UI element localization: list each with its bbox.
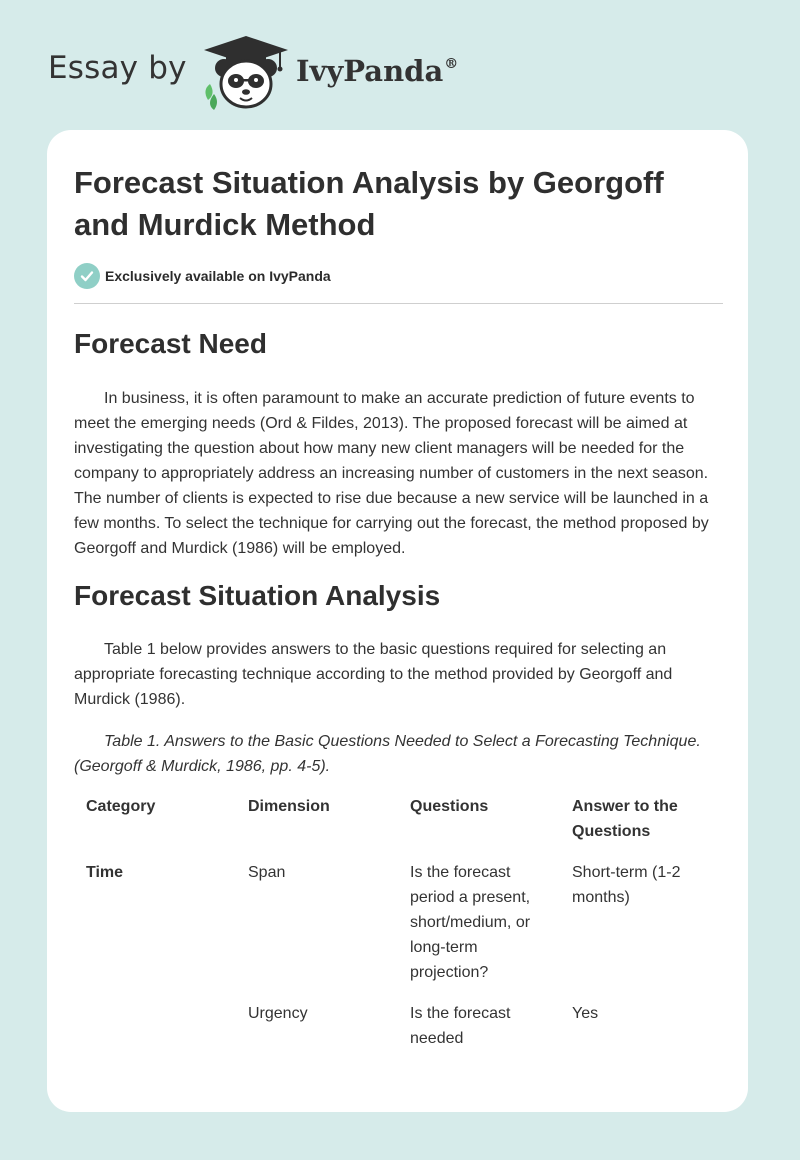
section-paragraph-situation-analysis: Table 1 below provides answers to the basic questions required for selecting an appropriate forecasting technique according to the method provided by Georgoff and Murdick (1986).: [74, 641, 673, 708]
table-cell-category: Time: [86, 864, 124, 881]
brand-prefix: Essay by: [48, 50, 187, 86]
table-header-cell: Dimension: [248, 798, 330, 815]
table-header-cell: Category: [86, 798, 156, 815]
check-icon: [74, 263, 100, 289]
table-cell-question: Is the forecast period a present, short/medium, or long-term projection?: [410, 864, 531, 981]
answers-table: [74, 794, 723, 1067]
section-paragraph-forecast-need: In business, it is often paramount to make an accurate prediction of future events to meet the emerging needs (Ord & Fildes, 2013). The proposed forecast will be aimed at investigating the question about how many new client managers will be needed for the company to appropriately address an increasing number of customers in the next season. The number of clients is expected to rise due because a new service will be launched in a few months. To select the technique for carrying out the forecast, the method proposed by Georgoff and Murdick (1986) will be employed.: [74, 390, 709, 557]
divider: [74, 303, 723, 304]
table-header-cell: Questions: [410, 798, 489, 815]
exclusive-badge: [74, 262, 331, 290]
table-cell-dimension: Urgency: [248, 1005, 308, 1022]
article-card: [47, 130, 748, 1112]
table-header-row: [74, 794, 723, 860]
panda-logo-icon[interactable]: [200, 34, 292, 110]
table-header-cell: Answer to the Questions: [572, 798, 678, 840]
brand-header: [48, 34, 468, 114]
section-heading-forecast-need: Forecast Need: [74, 328, 267, 359]
table-cell-dimension: Span: [248, 864, 286, 881]
table-cell-answer: Short-term (1-2 months): [572, 864, 681, 906]
table-row: [74, 860, 723, 1001]
article-title: Forecast Situation Analysis by Georgoff and Murdick Method: [74, 165, 664, 242]
table-caption: Table 1. Answers to the Basic Questions Needed to Select a Forecasting Technique. (Georgoff & Murdick, 1986, pp. 4-5).: [74, 733, 701, 775]
table-cell-question: Is the forecast needed: [410, 1005, 511, 1047]
table-cell-answer: Yes: [572, 1005, 599, 1022]
section-heading-situation-analysis: Forecast Situation Analysis: [74, 580, 441, 611]
brand-name[interactable]: IvyPanda®: [296, 54, 459, 88]
table-row: [74, 1001, 723, 1067]
table-cell-category: [74, 1001, 236, 1067]
exclusive-label: Exclusively available on IvyPanda: [105, 268, 331, 284]
